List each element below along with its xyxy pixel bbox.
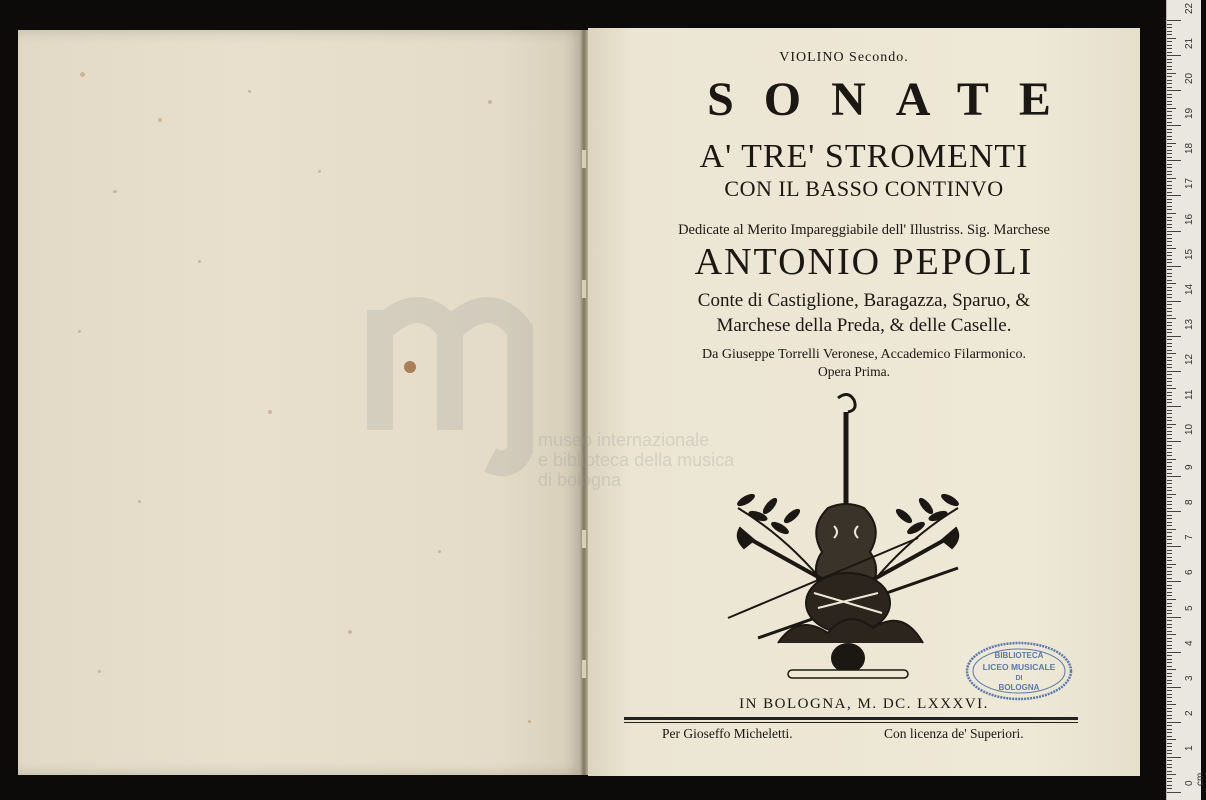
ruler-major-tick	[1167, 617, 1181, 618]
ruler-minor-tick	[1167, 332, 1172, 333]
ruler-minor-tick	[1167, 574, 1172, 575]
ruler-minor-tick	[1167, 715, 1172, 716]
ruler-minor-tick	[1167, 104, 1172, 105]
ruler-label: 12	[1184, 353, 1195, 365]
ruler-minor-tick	[1167, 115, 1172, 116]
ruler-minor-tick	[1167, 259, 1172, 260]
ruler-minor-tick	[1167, 178, 1176, 179]
ruler-major-tick	[1167, 301, 1181, 302]
imprint-place: IN BOLOGNA, M. DC. LXXXVI.	[739, 696, 989, 712]
ruler-minor-tick	[1167, 638, 1172, 639]
main-title: SONATE	[707, 73, 1081, 126]
ruler-minor-tick	[1167, 466, 1172, 467]
stamp-line-2: LICEO MUSICALE	[982, 662, 1056, 672]
ruler-minor-tick	[1167, 234, 1172, 235]
foxing-spot	[528, 720, 531, 723]
ruler-minor-tick	[1167, 122, 1172, 123]
ruler-minor-tick	[1167, 34, 1172, 35]
ruler-minor-tick	[1167, 459, 1176, 460]
ruler-minor-tick	[1167, 283, 1176, 284]
ruler-minor-tick	[1167, 420, 1172, 421]
ruler-label: 14	[1184, 283, 1195, 295]
ruler-minor-tick	[1167, 588, 1172, 589]
ruler-minor-tick	[1167, 525, 1172, 526]
ruler-minor-tick	[1167, 206, 1172, 207]
ruler-major-tick	[1167, 722, 1181, 723]
watermark-line-3: di bologna	[538, 470, 622, 490]
ruler-minor-tick	[1167, 701, 1172, 702]
ruler-minor-tick	[1167, 76, 1172, 77]
ruler-minor-tick	[1167, 788, 1172, 789]
ruler-minor-tick	[1167, 645, 1172, 646]
ruler-minor-tick	[1167, 83, 1172, 84]
ruler-minor-tick	[1167, 536, 1172, 537]
ruler-minor-tick	[1167, 217, 1172, 218]
ruler-minor-tick	[1167, 673, 1172, 674]
stamp-line-1: BIBLIOTECA	[994, 651, 1044, 660]
ruler-minor-tick	[1167, 167, 1172, 168]
continuo-line: CON IL BASSO CONTINVO	[724, 176, 1004, 201]
ruler-minor-tick	[1167, 771, 1172, 772]
ruler-minor-tick	[1167, 764, 1172, 765]
ruler-label: 19	[1184, 108, 1195, 120]
ruler-minor-tick	[1167, 434, 1172, 435]
ruler-minor-tick	[1167, 662, 1172, 663]
stamp-line-4: BOLOGNA	[998, 683, 1040, 692]
ruler-minor-tick	[1167, 697, 1172, 698]
ruler-minor-tick	[1167, 680, 1172, 681]
ruler-major-tick	[1167, 652, 1181, 653]
ruler-major-tick	[1167, 20, 1181, 21]
ruler-label: 9	[1184, 464, 1195, 471]
foxing-spot	[138, 500, 141, 503]
measuring-ruler	[1166, 0, 1206, 800]
ruler-minor-tick	[1167, 136, 1172, 137]
imprint-rule	[624, 717, 1078, 720]
ruler-minor-tick	[1167, 381, 1172, 382]
ruler-minor-tick	[1167, 143, 1176, 144]
ruler-minor-tick	[1167, 424, 1176, 425]
ruler-minor-tick	[1167, 490, 1172, 491]
binding-stitch	[582, 150, 586, 168]
ruler-minor-tick	[1167, 655, 1172, 656]
ruler-label: 8	[1184, 499, 1195, 506]
ruler-minor-tick	[1167, 353, 1176, 354]
binding-stitch	[582, 660, 586, 678]
ruler-major-tick	[1167, 757, 1181, 758]
ruler-minor-tick	[1167, 280, 1172, 281]
dedicatee-titles-line-1: Conte di Castiglione, Baragazza, Sparuo, &	[697, 290, 1031, 311]
ruler-minor-tick	[1167, 311, 1172, 312]
ruler-minor-tick	[1167, 276, 1172, 277]
ruler-minor-tick	[1167, 171, 1172, 172]
ruler-minor-tick	[1167, 139, 1172, 140]
ruler-minor-tick	[1167, 497, 1172, 498]
ruler-minor-tick	[1167, 388, 1176, 389]
ruler-minor-tick	[1167, 132, 1172, 133]
ruler-minor-tick	[1167, 374, 1172, 375]
ruler-minor-tick	[1167, 504, 1172, 505]
ruler-minor-tick	[1167, 518, 1172, 519]
ruler-minor-tick	[1167, 108, 1176, 109]
ruler-minor-tick	[1167, 38, 1176, 39]
ruler-minor-tick	[1167, 455, 1172, 456]
ruler-minor-tick	[1167, 564, 1176, 565]
ruler-minor-tick	[1167, 290, 1172, 291]
ruler-minor-tick	[1167, 592, 1172, 593]
ruler-minor-tick	[1167, 73, 1176, 74]
ruler-minor-tick	[1167, 620, 1172, 621]
watermark-line-1: museo internazionale	[538, 430, 710, 450]
ruler-minor-tick	[1167, 308, 1172, 309]
ruler-minor-tick	[1167, 431, 1172, 432]
ruler-minor-tick	[1167, 209, 1172, 210]
ruler-minor-tick	[1167, 746, 1172, 747]
ruler-minor-tick	[1167, 66, 1172, 67]
ruler-minor-tick	[1167, 557, 1172, 558]
ruler-minor-tick	[1167, 322, 1172, 323]
ruler-label: 21	[1184, 37, 1195, 50]
ruler-minor-tick	[1167, 315, 1172, 316]
ruler-minor-tick	[1167, 483, 1172, 484]
ruler-minor-tick	[1167, 624, 1172, 625]
ruler-minor-tick	[1167, 62, 1172, 63]
ruler-major-tick	[1167, 546, 1181, 547]
ruler-minor-tick	[1167, 94, 1172, 95]
title-page	[588, 28, 1140, 776]
foxing-spot	[158, 118, 162, 122]
ruler-minor-tick	[1167, 487, 1172, 488]
printer-line: Per Gioseffo Micheletti.	[662, 726, 793, 741]
ruler-label: 17	[1184, 178, 1195, 190]
left-blank-page	[18, 30, 584, 775]
ruler-minor-tick	[1167, 294, 1172, 295]
ruler-minor-tick	[1167, 346, 1172, 347]
ruler-minor-tick	[1167, 59, 1172, 60]
ruler-minor-tick	[1167, 417, 1172, 418]
ruler-major-tick	[1167, 792, 1181, 793]
ruler-minor-tick	[1167, 462, 1172, 463]
ruler-minor-tick	[1167, 778, 1172, 779]
ruler-minor-tick	[1167, 385, 1172, 386]
ruler-minor-tick	[1167, 69, 1172, 70]
ruler-minor-tick	[1167, 532, 1172, 533]
ruler-minor-tick	[1167, 750, 1172, 751]
foxing-spot	[113, 190, 117, 193]
ruler-minor-tick	[1167, 410, 1172, 411]
ruler-major-tick	[1167, 581, 1181, 582]
ruler-minor-tick	[1167, 631, 1172, 632]
ruler-minor-tick	[1167, 448, 1172, 449]
ruler-minor-tick	[1167, 438, 1172, 439]
ruler-minor-tick	[1167, 578, 1172, 579]
ruler-minor-tick	[1167, 469, 1172, 470]
ruler-minor-tick	[1167, 539, 1172, 540]
ruler-minor-tick	[1167, 392, 1172, 393]
foxing-spot	[268, 410, 272, 414]
ruler-minor-tick	[1167, 739, 1176, 740]
ruler-minor-tick	[1167, 248, 1176, 249]
ruler-minor-tick	[1167, 238, 1172, 239]
ruler-minor-tick	[1167, 452, 1172, 453]
ruler-major-tick	[1167, 125, 1181, 126]
ruler-label: 3	[1184, 675, 1195, 681]
ruler-minor-tick	[1167, 318, 1176, 319]
licence-line: Con licenza de' Superiori.	[884, 726, 1024, 741]
ruler-minor-tick	[1167, 743, 1172, 744]
ruler-minor-tick	[1167, 367, 1172, 368]
ruler-minor-tick	[1167, 118, 1172, 119]
ruler-minor-tick	[1167, 494, 1176, 495]
ruler-minor-tick	[1167, 329, 1172, 330]
ruler-minor-tick	[1167, 227, 1172, 228]
ruler-major-tick	[1167, 441, 1181, 442]
ruler-label: 10	[1184, 423, 1195, 436]
ruler-minor-tick	[1167, 174, 1172, 175]
ruler-minor-tick	[1167, 543, 1172, 544]
ruler-minor-tick	[1167, 252, 1172, 253]
opus-line: Opera Prima.	[818, 364, 890, 379]
ruler-major-tick	[1167, 90, 1181, 91]
author-line: Da Giuseppe Torrelli Veronese, Accademico Filarmonico.	[702, 347, 1026, 362]
foxing-spot	[438, 550, 441, 553]
ruler-label: 7	[1184, 534, 1195, 541]
ruler-minor-tick	[1167, 501, 1172, 502]
ruler-minor-tick	[1167, 343, 1172, 344]
ruler-minor-tick	[1167, 606, 1172, 607]
ruler-minor-tick	[1167, 181, 1172, 182]
ruler-minor-tick	[1167, 473, 1172, 474]
foxing-spot	[78, 330, 81, 333]
ruler-minor-tick	[1167, 241, 1172, 242]
ruler-minor-tick	[1167, 718, 1172, 719]
ruler-minor-tick	[1167, 350, 1172, 351]
ruler-minor-tick	[1167, 445, 1172, 446]
ruler-minor-tick	[1167, 364, 1172, 365]
ruler-minor-tick	[1167, 508, 1172, 509]
ruler-label: 13	[1184, 318, 1195, 330]
ruler-minor-tick	[1167, 694, 1172, 695]
ruler-minor-tick	[1167, 522, 1172, 523]
ruler-minor-tick	[1167, 595, 1172, 596]
ruler-minor-tick	[1167, 669, 1176, 670]
ruler-major-tick	[1167, 55, 1181, 56]
ruler-minor-tick	[1167, 48, 1172, 49]
ruler-minor-tick	[1167, 683, 1172, 684]
ruler-minor-tick	[1167, 52, 1172, 53]
foxing-spot	[198, 260, 201, 263]
ruler-minor-tick	[1167, 41, 1172, 42]
ruler-minor-tick	[1167, 213, 1176, 214]
binding-stitch	[582, 280, 586, 298]
ruler-minor-tick	[1167, 31, 1172, 32]
ruler-minor-tick	[1167, 634, 1176, 635]
ruler-minor-tick	[1167, 220, 1172, 221]
ruler-minor-tick	[1167, 648, 1172, 649]
ruler-minor-tick	[1167, 553, 1172, 554]
ruler-major-tick	[1167, 476, 1181, 477]
ruler-minor-tick	[1167, 785, 1172, 786]
ruler-label: 11	[1184, 389, 1195, 400]
ruler-label: 15	[1184, 248, 1195, 260]
stamp-line-3: DI	[1015, 675, 1023, 682]
subtitle: A' TRE' STROMENTI	[699, 138, 1029, 175]
ruler-minor-tick	[1167, 273, 1172, 274]
ruler-label: 2	[1184, 710, 1195, 716]
ruler-minor-tick	[1167, 641, 1172, 642]
ruler-label: 22	[1184, 2, 1195, 14]
ruler-minor-tick	[1167, 550, 1172, 551]
ruler-minor-tick	[1167, 399, 1172, 400]
ruler-minor-tick	[1167, 129, 1172, 130]
ruler-label: 5	[1184, 604, 1195, 611]
ruler-minor-tick	[1167, 45, 1172, 46]
binding-stitch	[582, 530, 586, 548]
ruler-minor-tick	[1167, 325, 1172, 326]
foxing-spot	[348, 630, 352, 634]
ruler-minor-tick	[1167, 339, 1172, 340]
ruler-minor-tick	[1167, 613, 1172, 614]
library-stamp	[964, 640, 1074, 702]
ruler-minor-tick	[1167, 515, 1172, 516]
ruler-minor-tick	[1167, 192, 1172, 193]
ruler-minor-tick	[1167, 101, 1172, 102]
ruler-minor-tick	[1167, 690, 1172, 691]
ruler-minor-tick	[1167, 111, 1172, 112]
foxing-spot	[80, 72, 85, 77]
ruler-minor-tick	[1167, 781, 1172, 782]
ruler-major-tick	[1167, 336, 1181, 337]
ruler-minor-tick	[1167, 599, 1176, 600]
ruler-minor-tick	[1167, 357, 1172, 358]
imprint-rule-thin	[624, 722, 1078, 723]
ruler-minor-tick	[1167, 153, 1172, 154]
ruler-minor-tick	[1167, 711, 1172, 712]
ruler-minor-tick	[1167, 24, 1172, 25]
ruler-label: 6	[1184, 569, 1195, 576]
ruler-minor-tick	[1167, 736, 1172, 737]
watermark-line-2: e biblioteca della musica	[538, 450, 735, 470]
ruler-minor-tick	[1167, 287, 1172, 288]
ruler-major-tick	[1167, 231, 1181, 232]
ruler-minor-tick	[1167, 402, 1172, 403]
ruler-minor-tick	[1167, 666, 1172, 667]
ruler-minor-tick	[1167, 269, 1172, 270]
ruler-minor-tick	[1167, 676, 1172, 677]
ruler-minor-tick	[1167, 708, 1172, 709]
ruler-minor-tick	[1167, 560, 1172, 561]
ruler-major-tick	[1167, 160, 1181, 161]
ruler-minor-tick	[1167, 753, 1172, 754]
ruler-minor-tick	[1167, 603, 1172, 604]
ruler-minor-tick	[1167, 729, 1172, 730]
ruler-minor-tick	[1167, 188, 1172, 189]
ruler-minor-tick	[1167, 571, 1172, 572]
ruler-major-tick	[1167, 687, 1181, 688]
ruler-label: 4	[1184, 640, 1195, 646]
ruler-minor-tick	[1167, 27, 1172, 28]
ruler-minor-tick	[1167, 760, 1172, 761]
foxing-spot	[488, 100, 492, 104]
ruler-minor-tick	[1167, 767, 1172, 768]
ruler-minor-tick	[1167, 704, 1176, 705]
ruler-major-tick	[1167, 511, 1181, 512]
ruler-label: 1	[1184, 745, 1195, 751]
foxing-spot-large	[404, 361, 416, 373]
ruler-minor-tick	[1167, 255, 1172, 256]
ruler-major-tick	[1167, 266, 1181, 267]
foxing-spot	[98, 670, 101, 673]
ruler-minor-tick	[1167, 199, 1172, 200]
ruler-minor-tick	[1167, 774, 1176, 775]
ruler-minor-tick	[1167, 659, 1172, 660]
ruler-minor-tick	[1167, 725, 1172, 726]
ruler-minor-tick	[1167, 202, 1172, 203]
ruler-minor-tick	[1167, 87, 1172, 88]
ruler-minor-tick	[1167, 413, 1172, 414]
ruler-minor-tick	[1167, 224, 1172, 225]
ruler-minor-tick	[1167, 97, 1172, 98]
ruler-minor-tick	[1167, 185, 1172, 186]
ruler-minor-tick	[1167, 164, 1172, 165]
ruler-minor-tick	[1167, 297, 1172, 298]
instruments-woodcut-ornament	[718, 388, 978, 688]
ruler-minor-tick	[1167, 480, 1172, 481]
ruler-minor-tick	[1167, 627, 1172, 628]
ruler-label: 20	[1184, 73, 1195, 85]
ruler-major-tick	[1167, 406, 1181, 407]
ruler-minor-tick	[1167, 610, 1172, 611]
ruler-minor-tick	[1167, 427, 1172, 428]
ruler-minor-tick	[1167, 157, 1172, 158]
ruler-minor-tick	[1167, 150, 1172, 151]
ruler-label: 16	[1184, 213, 1195, 225]
ruler-label: 18	[1184, 143, 1195, 155]
ruler-major-tick	[1167, 371, 1181, 372]
ruler-major-tick	[1167, 195, 1181, 196]
ruler-minor-tick	[1167, 395, 1172, 396]
ruler-minor-tick	[1167, 567, 1172, 568]
part-name: VIOLINO Secondo.	[779, 50, 909, 65]
foxing-spot	[318, 170, 321, 173]
ruler-minor-tick	[1167, 585, 1172, 586]
ruler-label: 0 cm	[1184, 772, 1206, 786]
ruler-minor-tick	[1167, 732, 1172, 733]
ruler-minor-tick	[1167, 529, 1176, 530]
ruler-minor-tick	[1167, 146, 1172, 147]
ruler-minor-tick	[1167, 378, 1172, 379]
ruler-minor-tick	[1167, 80, 1172, 81]
dedicatee-titles-line-2: Marchese della Preda, & delle Caselle.	[716, 315, 1012, 336]
ruler-minor-tick	[1167, 304, 1172, 305]
ruler-minor-tick	[1167, 360, 1172, 361]
ruler-minor-tick	[1167, 245, 1172, 246]
dedication-line: Dedicate al Merito Impareggiabile dell' Illustriss. Sig. Marchese	[678, 222, 1050, 238]
foxing-spot	[248, 90, 251, 93]
ruler-minor-tick	[1167, 262, 1172, 263]
dedicatee-name: ANTONIO PEPOLI	[694, 241, 1034, 283]
